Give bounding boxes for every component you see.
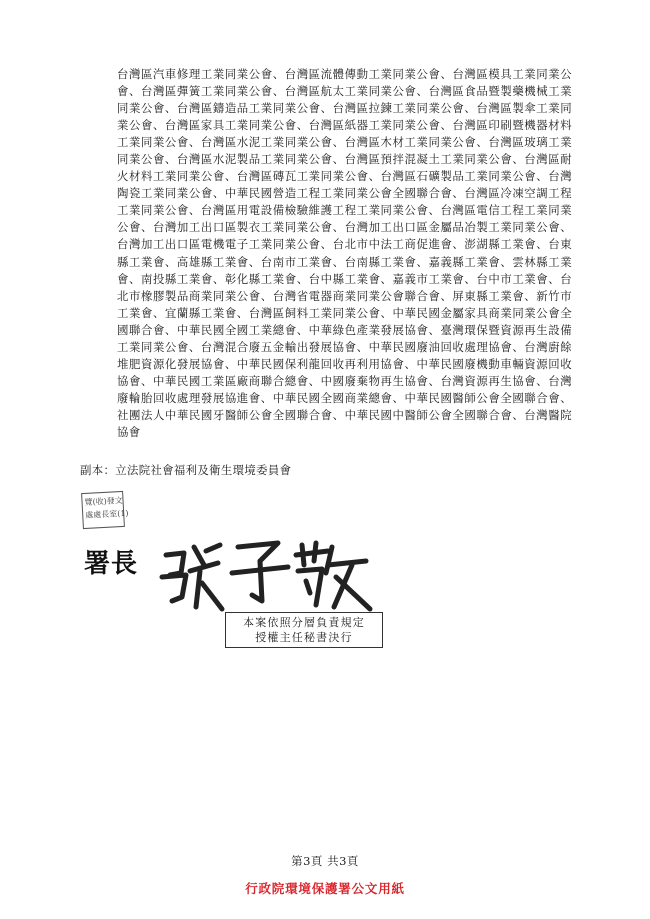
footer-letterhead: 行政院環境保護署公文用紙: [245, 881, 405, 896]
stamp-line-1: 覽(收)發文: [84, 495, 124, 507]
delegation-line-2: 授權主任秘書決行: [255, 631, 353, 644]
signatory-title: 署長: [84, 549, 139, 579]
delegation-line-1: 本案依照分層負責規定: [243, 616, 365, 629]
stamp-line-2: 處處長室(1): [85, 508, 129, 520]
cc-line: 副本：立法院社會福利及衛生環境委員會: [80, 463, 292, 477]
handwritten-signature: [156, 525, 376, 615]
delegation-note-box: [225, 612, 383, 648]
page-number: 第3頁 共3頁: [291, 854, 359, 868]
recipient-list: 台灣區汽車修理工業同業公會、台灣區流體傳動工業同業公會、台灣區模具工業同業公會、台灣區彈簧工業同業公會、台灣區航太工業同業公會、台灣區食品暨製藥機械工業同業公會、台灣區鑄造品工業同業公會、台灣區拉鍊工業同業公會、台灣區製傘工業同業公會、台灣區家具工業同業公會、台灣區紙器工業同業公會、台灣區印刷暨機器材料工業同業公會、台灣區水泥工業同業公會、台灣區木材工業同業公會、台灣區玻璃工業同業公會、台灣區水泥製品工業同業公會、台灣區預拌混凝土工業同業公會、台灣區耐火材料工業同業公會、台灣區磚瓦工業同業公會、台灣區石礦製品工業同業公會、台灣陶瓷工業同業公會、中華民國營造工程工業同業公會全國聯合會、台灣區冷凍空調工程工業同業公會、台灣區用電設備檢驗維護工程工業同業公會、台灣區電信工程工業同業公會、台灣加工出口區製衣工業同業公會、台灣加工出口區金屬品冶製工業同業公會、台灣加工出口區電機電子工業同業公會、台北市中法工商促進會、澎湖縣工業會、台東縣工業會、高雄縣工業會、台南市工業會、台南縣工業會、嘉義縣工業會、雲林縣工業會、南投縣工業會、彰化縣工業會、台中縣工業會、嘉義市工業會、台中市工業會、台北市橡膠製品商業同業公會、台灣省電器商業同業公會聯合會、屏東縣工業會、新竹市工業會、宜蘭縣工業會、台灣區飼料工業同業公會、中華民國金屬家具商業同業公會全國聯合會、中華民國全國工業總會、中華綠色產業發展協會、臺灣環保暨資源再生設備工業同業公會、台灣混合廢五金輸出發展協會、中華民國廢油回收處理協會、台灣廚餘堆肥資源化發展協會、中華民國保利龍回收再利用協會、中華民國廢機動車輛資源回收協會、中華民國工業區廠商聯合總會、中國廢棄物再生協會、台灣資源再生協會、台灣廢輪胎回收處理發展協進會、中華民國全國商業總會、中華民國醫師公會全國聯合會、社團法人中華民國牙醫師公會全國聯合會、中華民國中醫師公會全國聯合會、台灣醫院協會: [117, 67, 572, 439]
received-stamp: [81, 491, 129, 529]
